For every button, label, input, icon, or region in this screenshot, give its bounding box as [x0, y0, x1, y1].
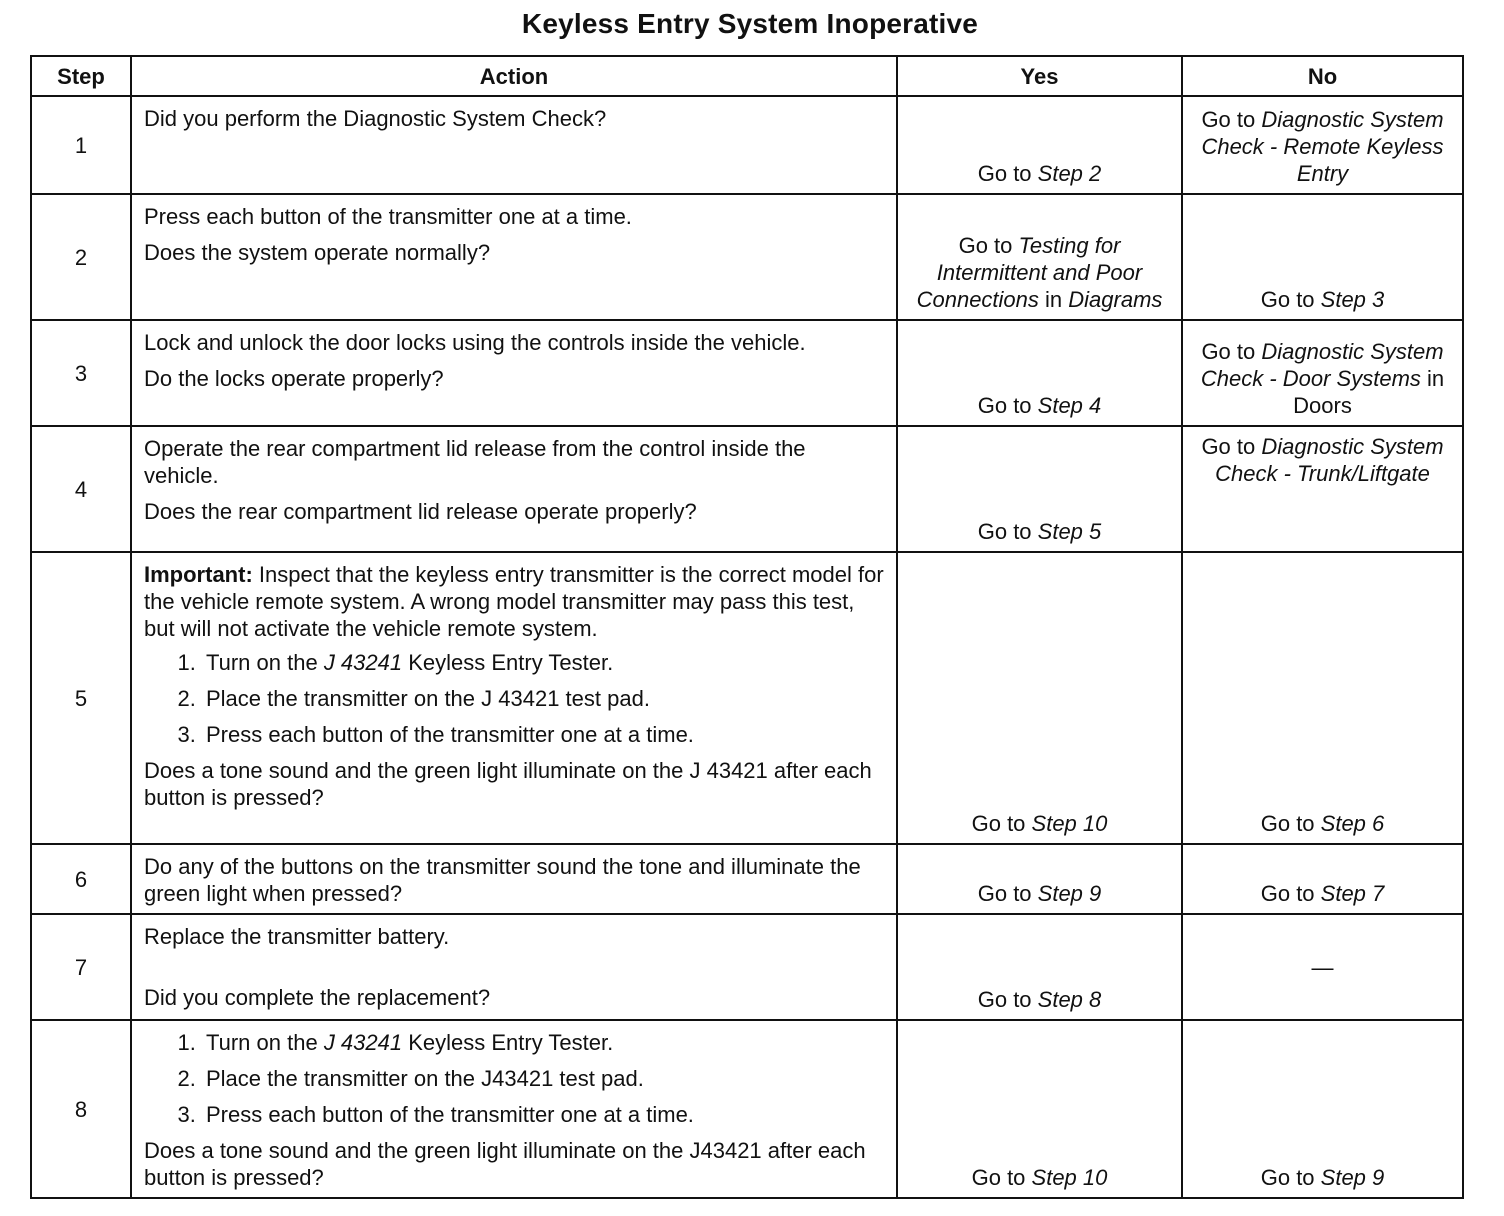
list-item: 2. Place the transmitter on the J43421 test pad.: [202, 1065, 884, 1092]
action-cell: [131, 194, 897, 320]
action-question: Do any of the buttons on the transmitter sound the tone and illuminate the green light when pressed?: [144, 854, 861, 906]
yes-cell: [897, 426, 1182, 552]
yes-cell: [897, 1020, 1182, 1198]
step-number: 2: [31, 194, 131, 320]
no-cell: [1182, 914, 1463, 1020]
yes-goto-text: Go to: [977, 161, 1038, 186]
header-no: No: [1182, 56, 1463, 96]
no-goto-target: Step 3: [1320, 287, 1385, 312]
yes-goto-target: Step 10: [1031, 1165, 1108, 1190]
yes-goto-text: Go to: [977, 881, 1038, 906]
procedure-list: [144, 649, 884, 748]
header-row: [31, 56, 1463, 96]
yes-cell: [897, 96, 1182, 194]
no-cell: [1182, 844, 1463, 914]
no-goto-target: Diagnostic System Check - Door Systems: [1200, 339, 1444, 391]
action-instruction: Operate the rear compartment lid release from the control inside the vehicle.: [144, 436, 806, 488]
action-question: Does a tone sound and the green light illuminate on the J43421 after each button is pressed?: [144, 1138, 866, 1190]
list-item: 1. Turn on the J 43241 Keyless Entry Tester.: [202, 649, 884, 676]
tool-reference: J 43241: [323, 650, 403, 675]
table-row: [31, 320, 1463, 426]
yes-cell: [897, 194, 1182, 320]
step-number: 6: [31, 844, 131, 914]
important-label: Important:: [144, 562, 253, 587]
yes-cell: [897, 844, 1182, 914]
action-question: Do the locks operate properly?: [144, 366, 444, 391]
list-item: 3. Press each button of the transmitter one at a time.: [202, 721, 884, 748]
no-goto-text: Go to: [1260, 881, 1321, 906]
no-goto-text: Go to: [1260, 1165, 1321, 1190]
action-instruction: Press each button of the transmitter one at a time.: [144, 204, 632, 229]
action-question: Does the rear compartment lid release operate properly?: [144, 499, 697, 524]
table-row: [31, 552, 1463, 844]
step-number: 7: [31, 914, 131, 1020]
header-yes: Yes: [897, 56, 1182, 96]
no-goto-target: Diagnostic System Check - Remote Keyless Entry: [1201, 107, 1444, 186]
yes-cell: [897, 914, 1182, 1020]
action-cell: [131, 96, 897, 194]
step-number: 1: [31, 96, 131, 194]
no-cell: [1182, 96, 1463, 194]
yes-goto-text: Go to: [977, 987, 1038, 1012]
action-instruction: Lock and unlock the door locks using the controls inside the vehicle.: [144, 330, 806, 355]
important-note: [144, 561, 884, 642]
page-title: Keyless Entry System Inoperative: [521, 8, 979, 39]
step-number: 4: [31, 426, 131, 552]
no-cell: [1182, 1020, 1463, 1198]
no-cell: [1182, 552, 1463, 844]
action-question: Did you perform the Diagnostic System Check?: [144, 106, 607, 131]
step-number: 5: [31, 552, 131, 844]
tool-reference: J 43241: [323, 1030, 403, 1055]
action-cell: [131, 1020, 897, 1198]
action-instruction: Replace the transmitter battery.: [144, 924, 450, 949]
yes-goto-text: Go to: [977, 393, 1038, 418]
step-number: 8: [31, 1020, 131, 1198]
no-goto-text: Go to: [1201, 107, 1262, 132]
action-cell: [131, 844, 897, 914]
yes-goto-connector: in: [1038, 287, 1069, 312]
no-goto-text: Go to: [1260, 811, 1321, 836]
action-question: Does a tone sound and the green light illuminate on the J 43421 after each button is pressed?: [144, 758, 872, 810]
yes-goto-text: Go to: [958, 233, 1019, 258]
action-cell: [131, 320, 897, 426]
no-goto-target: Step 9: [1320, 1165, 1385, 1190]
yes-goto-target: Testing for Intermittent and Poor Connections: [916, 233, 1143, 312]
table-row: [31, 194, 1463, 320]
yes-goto-section: Diagrams: [1068, 287, 1163, 312]
list-item: 1. Turn on the J 43241 Keyless Entry Tester.: [202, 1029, 884, 1056]
table-row: [31, 1020, 1463, 1198]
yes-goto-target: Step 2: [1037, 161, 1102, 186]
yes-goto-target: Step 4: [1037, 393, 1102, 418]
no-goto-target: Diagnostic System Check - Trunk/Liftgate: [1215, 434, 1444, 486]
yes-cell: [897, 320, 1182, 426]
yes-cell: [897, 552, 1182, 844]
list-item: 2. Place the transmitter on the J 43421 test pad.: [202, 685, 884, 712]
step-number: 3: [31, 320, 131, 426]
table-row: [31, 914, 1463, 1020]
no-goto-text: Go to: [1201, 434, 1262, 459]
no-cell: [1182, 194, 1463, 320]
no-goto-text: Go to: [1201, 339, 1262, 364]
yes-goto-text: Go to: [971, 811, 1032, 836]
important-text: Inspect that the keyless entry transmitter is the correct model for the vehicle remote system. A wrong model transmitter may pass this test, but will not activate the vehicle remote system.: [144, 562, 884, 641]
action-question: Does the system operate normally?: [144, 240, 491, 265]
no-cell: [1182, 426, 1463, 552]
header-action: Action: [131, 56, 897, 96]
header-step: Step: [31, 56, 131, 96]
no-goto-section: in Doors: [1293, 366, 1445, 418]
diagnostic-table: [30, 55, 1464, 1199]
action-question: Did you complete the replacement?: [144, 985, 491, 1010]
action-cell: [131, 552, 897, 844]
list-item: 3. Press each button of the transmitter one at a time.: [202, 1101, 884, 1128]
procedure-list: [144, 1029, 884, 1128]
table-row: [31, 844, 1463, 914]
no-cell: [1182, 320, 1463, 426]
yes-goto-target: Step 9: [1037, 881, 1102, 906]
yes-goto-target: Step 8: [1037, 987, 1102, 1012]
table-row: [31, 96, 1463, 194]
no-goto-target: Step 7: [1320, 881, 1385, 906]
not-applicable-dash: —: [1311, 954, 1334, 980]
yes-goto-target: Step 10: [1031, 811, 1108, 836]
action-cell: [131, 914, 897, 1020]
action-cell: [131, 426, 897, 552]
yes-goto-text: Go to: [971, 1165, 1032, 1190]
yes-goto-target: Step 5: [1037, 519, 1102, 544]
table-row: [31, 426, 1463, 552]
yes-goto-text: Go to: [977, 519, 1038, 544]
no-goto-target: Step 6: [1320, 811, 1385, 836]
no-goto-text: Go to: [1260, 287, 1321, 312]
